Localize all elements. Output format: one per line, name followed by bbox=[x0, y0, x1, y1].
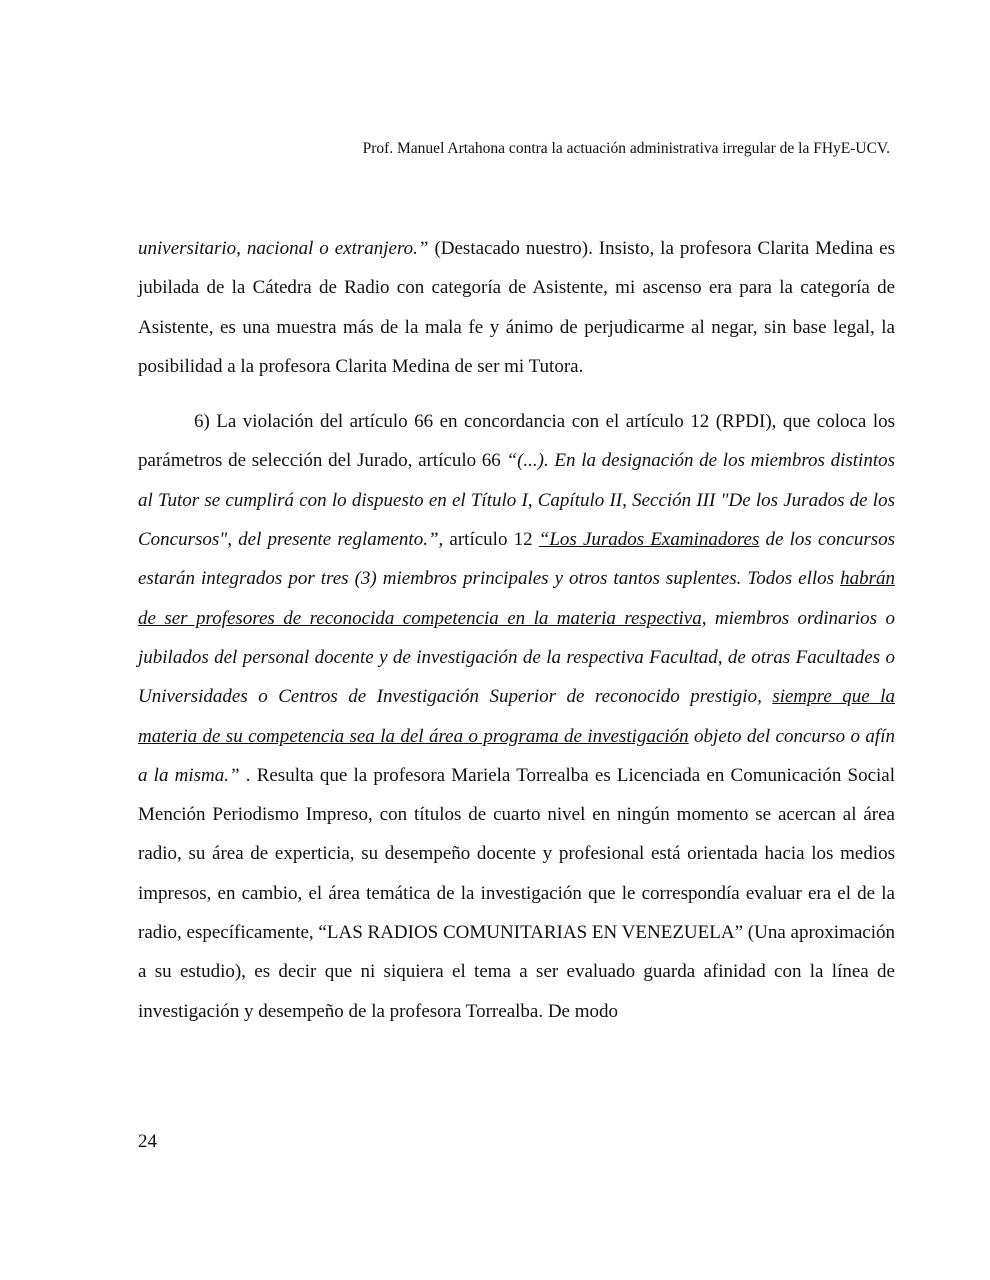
page-number: 24 bbox=[138, 1131, 157, 1152]
quote-end: universitario, nacional o extranjero.” bbox=[138, 238, 429, 259]
quote-article-66: “(...). En la designación de los miembros distintos al Tutor se cumplirá con lo dispuesto en el Título I, Capítulo II, Sección III "De los Jurados de los Concursos", del presente reglamento.”, bbox=[138, 450, 895, 551]
paragraph-2-conclusion: . Resulta que la profesora Mariela Torrealba es Licenciada en Comunicación Social Mención Periodismo Impreso, con títulos de cuarto nivel en ningún momento se acercan al área radio, su área de experticia, su desempeño docente y profesional está orientada hacia los medios impresos, en cambio, el área temática de la investigación que le correspondía evaluar era el de la radio, específicamente, “LAS RADIOS COMUNITARIAS EN VENEZUELA” (Una aproximación a su estudio), es decir que ni siquiera el tema a ser evaluado guarda afinidad con la línea de investigación y desempeño de la profesora Torrealba. De modo bbox=[138, 764, 895, 1022]
article-12-label: artículo 12 bbox=[443, 529, 539, 551]
quote-12-text-3: objeto del concurso o afín a la misma.” bbox=[138, 725, 895, 786]
quote-article-12 bbox=[138, 529, 895, 786]
running-header: Prof. Manuel Artahona contra la actuación administrativa irregular de la FHyE-UCV. bbox=[362, 140, 890, 157]
quote-12-underlined-3: siempre que la materia de su competencia sea la del área o programa de investigación bbox=[138, 686, 895, 747]
body-text bbox=[138, 229, 895, 1031]
paragraph-1-text: (Destacado nuestro). Insisto, la profesora Clarita Medina es jubilada de la Cátedra de Radio con categoría de Asistente, mi ascenso era para la categoría de Asistente, es una muestra más de la mala fe y ánimo de perjudicarme al negar, sin base legal, la posibilidad a la profesora Clarita Medina de ser mi Tutora. bbox=[138, 238, 895, 377]
quote-12-text-2: miembros ordinarios o jubilados del personal docente y de investigación de la respectiva Facultad, de otras Facultades o Universidades o Centros de Investigación Superior de reconocido prestigio, bbox=[138, 607, 895, 708]
paragraph-2 bbox=[138, 402, 895, 1031]
paragraph-1 bbox=[138, 229, 895, 386]
quote-12-underlined-2: habrán de ser profesores de reconocida competencia en la materia respectiva, bbox=[138, 568, 895, 629]
paragraph-2-intro: 6) La violación del artículo 66 en concordancia con el artículo 12 (RPDI), que coloca los parámetros de selección del Jurado, artículo 66 bbox=[138, 411, 895, 472]
quote-12-text-1: de los concursos estarán integrados por tres (3) miembros principales y otros tantos suplentes. Todos ellos bbox=[138, 529, 896, 590]
quote-12-underlined-1: “Los Jurados Examinadores bbox=[538, 529, 760, 551]
